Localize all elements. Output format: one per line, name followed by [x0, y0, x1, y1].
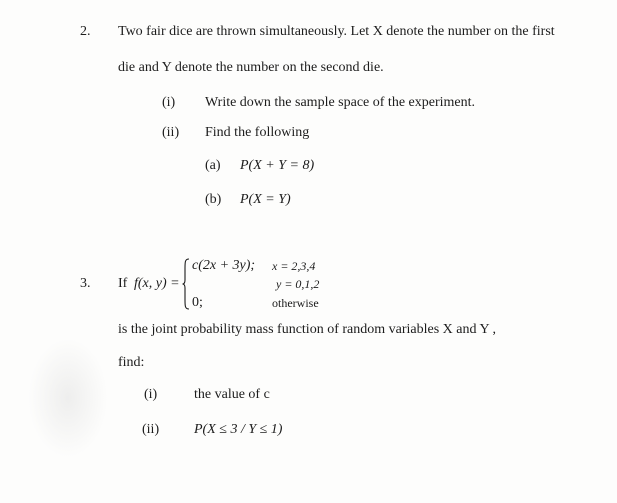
q2-line2: die and Y denote the number on the second die.: [118, 60, 384, 75]
q3-function: f(x, y) =: [134, 276, 180, 291]
q3-case1-cond-x: x = 2,3,4: [272, 259, 316, 273]
q3-part-ii-label: (ii): [142, 422, 160, 437]
piecewise-brace: [182, 258, 190, 310]
q2-part-i-label: (i): [162, 95, 176, 110]
q3-find: find:: [118, 355, 145, 370]
q3-part-i-text: the value of c: [194, 387, 270, 402]
q3-if: If: [118, 276, 128, 291]
q2-part-ii-text: Find the following: [205, 125, 310, 140]
q3-number: 3.: [80, 276, 91, 291]
q3-part-ii-expr: P(X ≤ 3 / Y ≤ 1): [194, 422, 283, 437]
q3-case2-expr: 0;: [192, 295, 203, 310]
q2-subpart-a-label: (a): [205, 158, 221, 173]
q2-subpart-a-expr: P(X + Y = 8): [240, 158, 315, 173]
q2-subpart-b-expr: P(X = Y): [240, 192, 291, 207]
q3-case1-expr: c(2x + 3y);: [192, 258, 256, 273]
q3-case2-cond: otherwise: [272, 296, 319, 310]
q2-subpart-b-label: (b): [205, 192, 222, 207]
q3-pmf-line: is the joint probability mass function of random variables X and Y ,: [118, 322, 497, 337]
q2-number: 2.: [80, 24, 91, 39]
q2-part-ii-label: (ii): [162, 125, 180, 140]
q2-line1: Two fair dice are thrown simultaneously. Let X denote the number on the first: [118, 24, 555, 39]
q3-case1-cond-y: y = 0,1,2: [276, 277, 320, 291]
q2-part-i-text: Write down the sample space of the experiment.: [205, 95, 476, 110]
q3-part-i-label: (i): [144, 387, 158, 402]
scan-smudge: [28, 338, 108, 458]
